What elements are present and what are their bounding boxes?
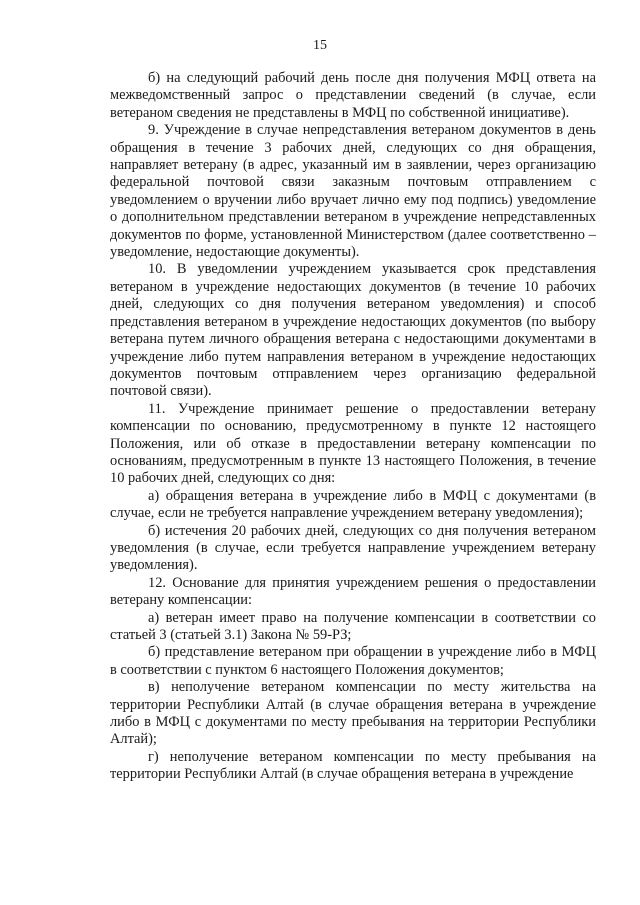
paragraph-11-b: б) истечения 20 рабочих дней, следующих со дня получения ветераном уведомления (в случае, если требуется направление учреждением ветерану уведомления). bbox=[110, 522, 596, 574]
document-body bbox=[110, 70, 596, 784]
paragraph-12-a: а) ветеран имеет право на получение компенсации в соответствии со статьей 3 (статьей 3.1) Закона № 59-РЗ; bbox=[110, 609, 596, 643]
paragraph-12-g: г) неполучение ветераном компенсации по месту пребывания на территории Республики Алтай (в случае обращения ветерана в учреждение bbox=[110, 748, 596, 783]
paragraph-b-next-working-day: б) на следующий рабочий день после дня получения МФЦ ответа на межведомственный запрос о представлении сведений (в случае, если ветераном сведения не представлены в МФЦ по собственной инициативе). bbox=[110, 70, 596, 121]
paragraph-12-b: б) представление ветераном при обращении в учреждение либо в МФЦ в соответствии с пунктом 6 настоящего Положения документов; bbox=[110, 644, 596, 678]
paragraph-11: 11. Учреждение принимает решение о предоставлении ветерану компенсации по основанию, предусмотренному в пункте 12 настоящего Положения, или об отказе в предоставлении ветерану компенсации по основаниям, предусмотренным в пункте 13 настоящего Положения, в течение 10 рабочих дней, следующих со дня: bbox=[110, 400, 596, 487]
paragraph-12-v: в) неполучение ветераном компенсации по месту жительства на территории Республики Алтай (в случае обращения ветерана в учреждение либо в МФЦ с документами по месту пребывания на территории Республики Алтай); bbox=[110, 679, 596, 748]
paragraph-11-a: а) обращения ветерана в учреждение либо в МФЦ с документами (в случае, если не требуется направление учреждением ветерану уведомления); bbox=[110, 487, 596, 522]
paragraph-10: 10. В уведомлении учреждением указывается срок представления ветераном в учреждение недостающих документов (в течение 10 рабочих дней, следующих со дня получения ветераном уведомления) и способ представления ветераном в учреждение недостающих документов (по выбору ветерана путем личного обращения ветерана с недостающими документами в учреждение либо путем направления ветераном в учреждение недостающих документов почтовым отправлением через организацию федеральной почтовой связи). bbox=[110, 261, 596, 400]
paragraph-9: 9. Учреждение в случае непредставления ветераном документов в день обращения в течение 3 рабочих дней, следующих со дня обращения, направляет ветерану (в адрес, указанный им в заявлении, через организацию федеральной почтовой связи заказным почтовым отправлением с уведомлением о вручении либо вручает лично ему под подпись) уведомление о дополнительном представлении ветераном в учреждение непредставленных документов по форме, установленной Министерством (далее соответственно – уведомление, недостающие документы). bbox=[110, 122, 596, 261]
page-number: 15 bbox=[313, 38, 327, 53]
paragraph-12: 12. Основание для принятия учреждением решения о предоставлении ветерану компенсации: bbox=[110, 574, 596, 609]
